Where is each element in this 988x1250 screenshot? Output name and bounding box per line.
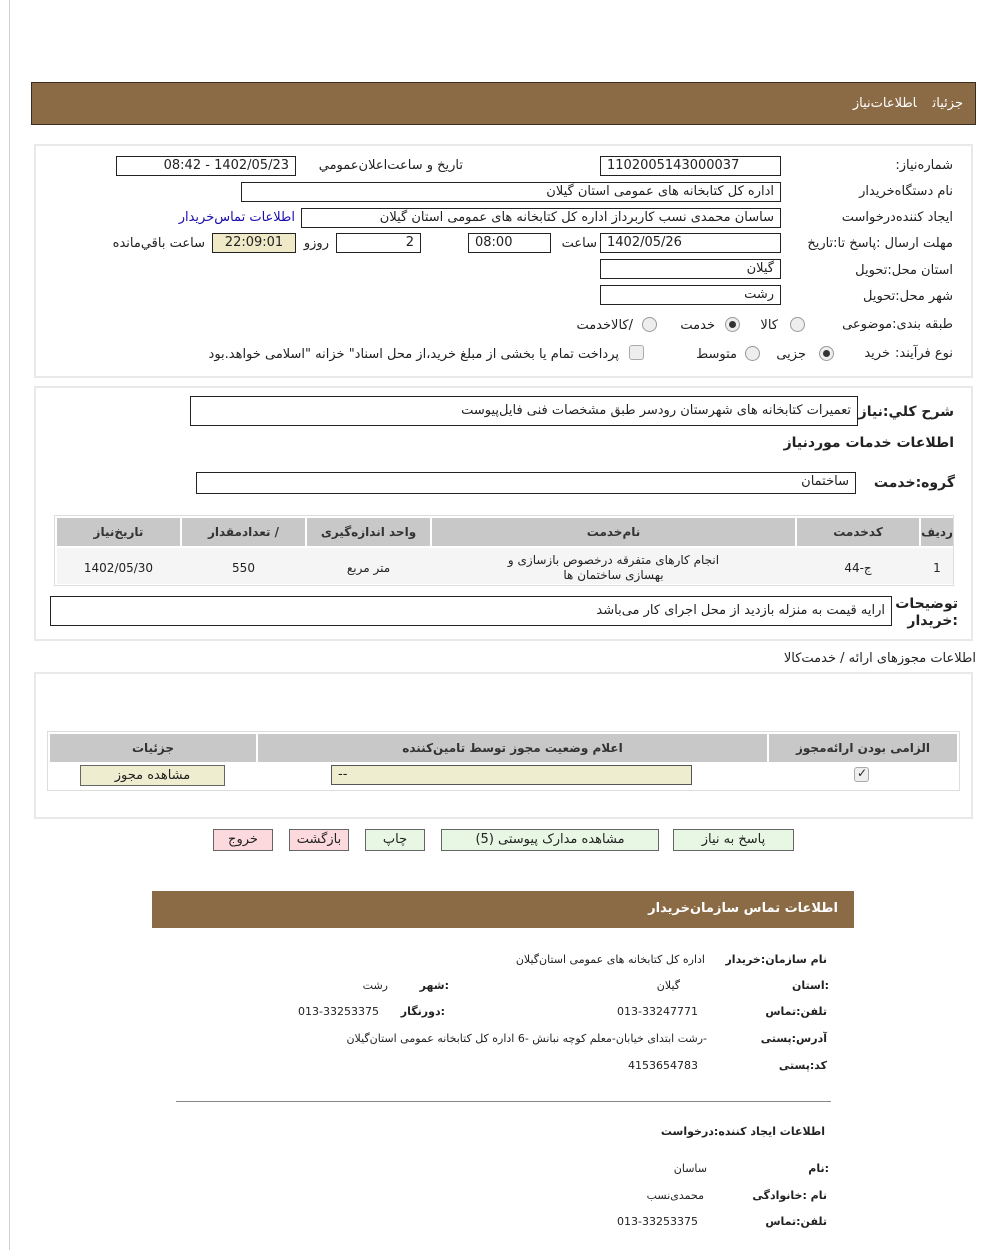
buyer-notes-label-2: :خریدار [907,613,958,629]
cell-code: ج-44 [844,561,872,575]
buyer-notes-field: ارایه قیمت به منزله بازدید از محل اجرای کار می‌باشد [50,596,892,626]
fax-label: :دورنگار [400,1005,445,1018]
postal-value: 4153654783 [628,1059,698,1072]
buyer-label: نام دستگاه‌خریدار [859,184,953,199]
service-group-field: ساختمان [196,472,856,494]
creator-field: ساسان محمدی نسب کاربرداز اداره کل کتابخانه های عمومی استان گیلان [301,208,781,228]
deadline-label: مهلت ارسال :پاسخ تا‌:تاريخ [807,236,953,251]
category-goods-label: کالا [760,318,778,333]
contact-province-value: گیلان [656,979,680,992]
buyer-notes-label: توضیحات [895,596,958,612]
contact-city-value: رشت [362,979,388,992]
announce-label: تاريخ و ساعت‌اعلان‌عمومي [318,158,463,173]
province-field: گیلان [600,259,781,279]
creator-phone-label: تلفن:تماس [765,1215,827,1228]
category-label: طبقه بندی‌:موضوعی [842,317,953,332]
days-field: 2 [336,233,421,253]
process-label: نوع فرآیند: [895,346,953,361]
province-label: استان محل‌:تحویل [855,263,953,278]
creator-family-value: محمدی‌نسب [646,1189,704,1202]
need-number-label: شماره‌نیاز: [895,158,953,173]
cell-quantity: 550 [232,561,255,575]
buyer-contact-title: اطلاعات تماس سازمان‌خریدار [152,891,854,928]
tab-need-info[interactable]: اطلاعات‌نیاز [852,96,917,111]
treasury-payment-label: پرداخت تمام یا بخشی از مبلغ خرید،از محل اسناد" خزانه "اسلامی خواهد.بود [208,347,619,362]
creator-name-label: :نام [808,1162,829,1175]
address-label: آدرس:پستی [760,1032,827,1045]
days-label: روزو [303,236,329,251]
col-permit-status: اعلام وضعیت مجوز توسط تامین‌کننده [258,734,767,762]
process-medium-label: متوسط [696,347,737,362]
process-partial-label: جزیی [776,347,806,362]
divider [176,1101,831,1102]
contact-province-label: :استان [792,979,829,992]
summary-field: تعمیرات کتابخانه های شهرستان رودسر طبق مشخصات فنی فایل‌پیوست [190,396,858,426]
back-button[interactable]: بازگشت [289,829,349,851]
permit-required-checkbox[interactable] [854,767,869,782]
col-quantity: / تعداد‌مقدار [182,518,305,546]
remaining-label: ساعت باقي‌مانده [112,236,205,251]
col-permit-required: الزامی بودن ارائه‌مجوز [769,734,957,762]
summary-label: شرح کلي‌:نیاز [858,404,954,420]
tab-details[interactable]: جزئیات [932,96,963,111]
permits-title: اطلاعات مجوزهای ارائه / خدمت‌کالا [783,651,976,666]
deadline-time-field: 08:00 [468,233,551,253]
category-both-label: /کالاخدمت [576,318,633,333]
creator-phone-value: 013-33253375 [617,1215,698,1228]
col-permit-details: جزئیات [50,734,256,762]
category-service-radio[interactable] [725,317,740,332]
fax-value: 013-33253375 [298,1005,379,1018]
cell-need-date: 1402/05/30 [83,561,154,575]
category-both-radio[interactable] [642,317,657,332]
cell-name-line1: انجام کارهای متفرقه درخصوص بازسازی و [507,553,720,567]
city-label: شهر محل‌:تحویل [863,289,953,304]
category-service-label: خدمت [680,318,715,333]
org-value: اداره کل کتابخانه های عمومی استان‌گیلان [515,953,705,966]
permit-status-field: -- [331,765,692,785]
exit-button[interactable]: خروج [213,829,273,851]
page-left-border [9,0,10,1250]
deadline-time-label: ساعت [561,236,597,251]
creator-name-value: ساسان [673,1162,707,1175]
contact-city-label: :شهر [419,979,449,992]
service-group-label: گروه:خدمت [873,475,955,491]
view-permit-button[interactable]: مشاهده مجوز [80,765,225,786]
announce-field: 1402/05/23 - 08:42 [116,156,296,176]
creator-info-title: اطلاعات ایجاد کننده:درخواست [660,1125,825,1138]
creator-family-label: نام :خانوادگی [752,1189,827,1202]
col-unit: واحد اندازه‌گیری [307,518,430,546]
phone-label: تلفن:تماس [765,1005,827,1018]
attachments-button[interactable]: مشاهده مدارک پیوستی (5) [441,829,659,851]
buyer-field: اداره کل کتابخانه های عمومی استان گیلان [241,182,781,202]
col-service-name: نام‌خدمت [432,518,795,546]
org-label: نام سازمان:خریدار [725,953,827,966]
header-bar [31,82,976,125]
deadline-date-field: 1402/05/26 [600,233,781,253]
creator-label: ایجاد کننده‌درخواست [841,210,953,225]
process-medium-radio[interactable] [745,346,760,361]
need-number-field: 1102005143000037 [600,156,781,176]
postal-label: کد:پستی [778,1059,827,1072]
cell-row: 1 [933,561,941,575]
process-buy-label: خريد [864,346,890,361]
treasury-payment-checkbox[interactable] [629,345,644,360]
print-button[interactable]: چاپ [365,829,425,851]
services-title: اطلاعات خدمات موردنیاز [783,435,954,451]
remaining-time-field: 22:09:01 [212,233,296,253]
phone-value: 013-33247771 [617,1005,698,1018]
address-value: -رشت ابتدای خیابان-معلم کوچه نبانش -6 اداره کل کتابخانه عمومی استان‌گیلان [346,1032,707,1045]
need-info-panel [34,144,973,378]
col-service-code: كدخدمت [797,518,919,546]
cell-name-line2: بهسازی ساختمان ها [563,568,664,582]
process-partial-radio[interactable] [819,346,834,361]
cell-unit: متر مربع [346,561,391,575]
city-field: رشت [600,285,781,305]
reply-button[interactable]: پاسخ به نیاز [673,829,794,851]
col-need-date: تاریخ‌نیاز [57,518,180,546]
category-goods-radio[interactable] [790,317,805,332]
buyer-contact-link[interactable]: اطلاعات تماس‌خریدار [178,210,295,225]
col-row: رديف [921,518,953,546]
